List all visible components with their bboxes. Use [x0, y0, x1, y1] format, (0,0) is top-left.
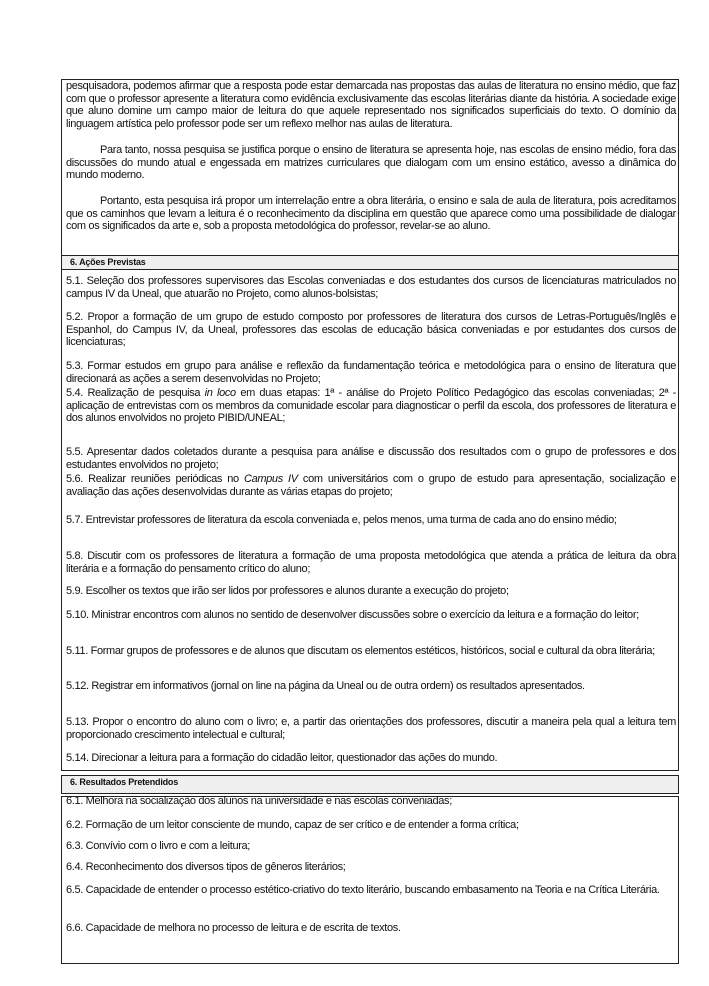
- intro-paragraph-3: Portanto, esta pesquisa irá propor um interrelação entre a obra literária, o ensino e sala de aula de literatura, pois acreditamos que os caminhos que levam a leitura é o reconhecimento da disciplina em questão que aparece como uma possibilidade de dialogar com os significados da arte e, sob a proposta metodológica do professor, revelar-se ao aluno.: [66, 195, 676, 233]
- action-item: 5.4. Realização de pesquisa in loco em duas etapas: 1ª - análise do Projeto Político Pedagógico das escolas conveniadas; 2ª - aplicação de entrevistas com os membros da comunidade escolar para diagnosticar o perfil da escola, dos professores de literatura e dos alunos envolvidos no projeto PIBID/UNEAL;: [66, 387, 676, 425]
- action-item: 5.3. Formar estudos em grupo para análise e reflexão da fundamentação teórica e metodológica para o ensino de literatura que direcionará as ações a serem desenvolvidas no Projeto;: [66, 360, 676, 385]
- result-item: 6.5. Capacidade de entender o processo estético-criativo do texto literário, buscando embasamento na Teoria e na Crítica Literária.: [66, 884, 660, 896]
- action-item: 5.13. Propor o encontro do aluno com o livro; e, a partir das orientações dos professores, discutir a maneira pela qual a leitura tem proporcionado crescimento intelectual e cultural;: [66, 716, 676, 741]
- action-item: 5.6. Realizar reuniões periódicas no Campus IV com universitários com o grupo de estudo para apresentação, socialização e avaliação das ações desenvolvidas durante as várias etapas do projeto;: [66, 473, 676, 498]
- result-item: 6.4. Reconhecimento dos diversos tipos de gêneros literários;: [66, 861, 346, 873]
- section-header-results: 6. Resultados Pretendidos: [61, 775, 679, 794]
- action-item: 5.2. Propor a formação de um grupo de estudo composto por professores de literatura dos cursos de Letras-Português/Inglês e Espanhol, do Campus IV, da Uneal, professores das escolas de educação básica conveniadas e por estudantes dos cursos de licenciaturas;: [66, 311, 676, 349]
- intro-paragraph-1: pesquisadora, podemos afirmar que a resposta pode estar demarcada nas propostas das aulas de literatura no ensino médio, que faz com que o professor apresente a literatura como evidência exclusivamente das escolas literárias diante da história. A sociedade exige que aluno domine um campo maior de leitura do que aquele representado nos significados superficiais do texto. O domínio da linguagem artística pelo professor pode ser um reflexo melhor nas aulas de literatura.: [66, 80, 676, 130]
- action-item: 5.8. Discutir com os professores de literatura a formação de uma proposta metodológica que atenda a prática de leitura da obra literária e a formação do pensamento crítico do aluno;: [66, 550, 676, 575]
- action-item: 5.7. Entrevistar professores de literatura da escola conveniada e, pelos menos, uma turma de cada ano do ensino médio;: [66, 514, 617, 526]
- section-header-actions: 6. Ações Previstas: [61, 255, 679, 270]
- action-item: 5.12. Registrar em informativos (jornal on line na página da Uneal ou de outra ordem) os resultados apresentados.: [66, 680, 585, 692]
- result-item: 6.3. Convívio com o livro e com a leitura;: [66, 840, 250, 852]
- action-item: 5.1. Seleção dos professores supervisores das Escolas conveniadas e dos estudantes dos cursos de licenciaturas matriculados no campus IV da Uneal, que atuarão no Projeto, como alunos-bolsistas;: [66, 275, 676, 300]
- result-item: 6.2. Formação de um leitor consciente de mundo, capaz de ser crítico e de entender a forma crítica;: [66, 819, 519, 831]
- action-item: 5.14. Direcionar a leitura para a formação do cidadão leitor, questionador das ações do mundo.: [66, 752, 498, 764]
- result-item: 6.6. Capacidade de melhora no processo de leitura e de escrita de textos.: [66, 922, 401, 934]
- action-item: 5.10. Ministrar encontros com alunos no sentido de desenvolver discussões sobre o exercício da leitura e a formação do leitor;: [66, 609, 639, 621]
- italic-term: in loco: [204, 387, 236, 399]
- result-item: 6.1. Melhora na socialização dos alunos na universidade e nas escolas conveniadas;: [66, 795, 452, 807]
- intro-paragraph-2: Para tanto, nossa pesquisa se justifica porque o ensino de literatura se apresenta hoje, nas escolas de ensino médio, fora das discussões do mundo atual e engessada em matrizes curriculares que dialogam com um ensino estático, avesso a dinâmica do mundo moderno.: [66, 144, 676, 182]
- action-item: 5.9. Escolher os textos que irão ser lidos por professores e alunos durante a execução do projeto;: [66, 585, 509, 597]
- action-item: 5.11. Formar grupos de professores e de alunos que discutam os elementos estéticos, históricos, social e cultural da obra literária;: [66, 645, 655, 657]
- italic-term: Campus IV: [243, 473, 298, 485]
- action-item: 5.5. Apresentar dados coletados durante a pesquisa para análise e discussão dos resultados com o grupo de professores e dos estudantes envolvidos no projeto;: [66, 446, 676, 471]
